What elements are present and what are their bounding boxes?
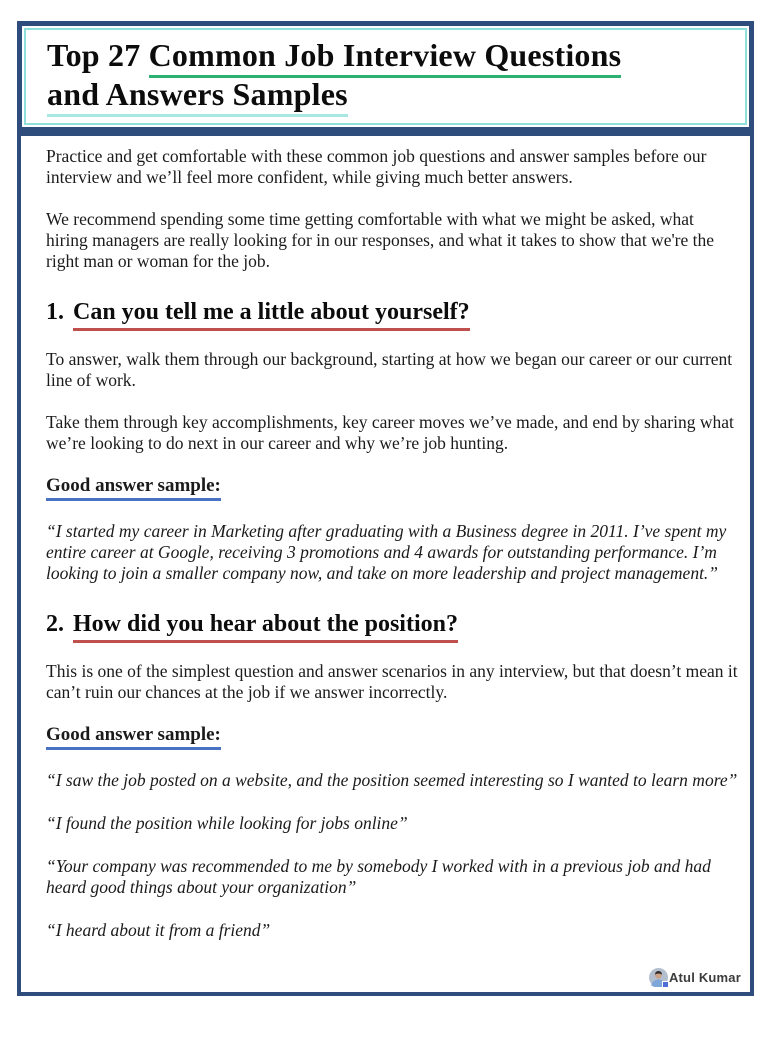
page-title: [47, 36, 727, 114]
author-avatar-icon: [649, 968, 668, 987]
section1-paragraph-1: To answer, walk them through our background, starting at how we began our career or our current line of work.: [46, 349, 733, 390]
question-number-2: 2.: [46, 611, 64, 637]
section2-quote-3: “Your company was recommended to me by somebody I worked with in a previous job and had heard good things about your organization”: [46, 856, 711, 897]
question-heading-2: [46, 609, 738, 639]
section2-quote-2: “I found the position while looking for jobs online”: [46, 813, 408, 833]
section2-quote-1: “I saw the job posted on a website, and the position seemed interesting so I wanted to learn more”: [46, 770, 738, 790]
good-answer-label-1-text: Good answer sample:: [46, 475, 221, 501]
brand-logo: [649, 968, 741, 987]
section2-paragraph-1: This is one of the simplest question and answer scenarios in any interview, but that doesn’t mean it can’t ruin our chances at the job if we answer incorrectly.: [46, 661, 738, 702]
intro-paragraph-2: We recommend spending some time getting comfortable with what we might be asked, what hiring managers are really looking for in our responses, and what it takes to show that we're the right man or woman for the job.: [46, 209, 714, 271]
page-title-teal-underlined: and Answers Samples: [47, 76, 348, 117]
question-number-1: 1.: [46, 299, 64, 325]
section1-paragraph-2: Take them through key accomplishments, key career moves we’ve made, and end by sharing what we’re looking to do next in our career and why we’re job hunting.: [46, 412, 734, 453]
section1-quote-1: “I started my career in Marketing after graduating with a Business degree in 2011. I’ve spent my entire career at Google, receiving 3 promotions and 4 awards for outstanding performance. I’m looking to join a smaller company now, and take on more leadership and project management.”: [46, 521, 727, 583]
question-text-2: How did you hear about the position?: [73, 611, 458, 643]
page-title-prefix: Top 27: [47, 37, 149, 73]
intro-paragraph-1: Practice and get comfortable with these common job questions and answer samples before our interview and we’ll feel more confident, while giving much better answers.: [46, 146, 707, 187]
section2-quote-4: “I heard about it from a friend”: [46, 920, 271, 940]
question-text-1: Can you tell me a little about yourself?: [73, 299, 470, 331]
title-box: [17, 21, 754, 132]
avatar-badge-icon: [662, 981, 669, 988]
question-heading-1: [46, 297, 738, 327]
page-title-green-underlined: Common Job Interview Questions: [149, 37, 622, 78]
document-body: [17, 132, 754, 996]
good-answer-label-2-text: Good answer sample:: [46, 724, 221, 750]
title-box-inner-border: [24, 28, 747, 125]
good-answer-label-2: [46, 724, 738, 746]
good-answer-label-1: [46, 475, 738, 497]
brand-name: Atul Kumar: [668, 970, 741, 985]
